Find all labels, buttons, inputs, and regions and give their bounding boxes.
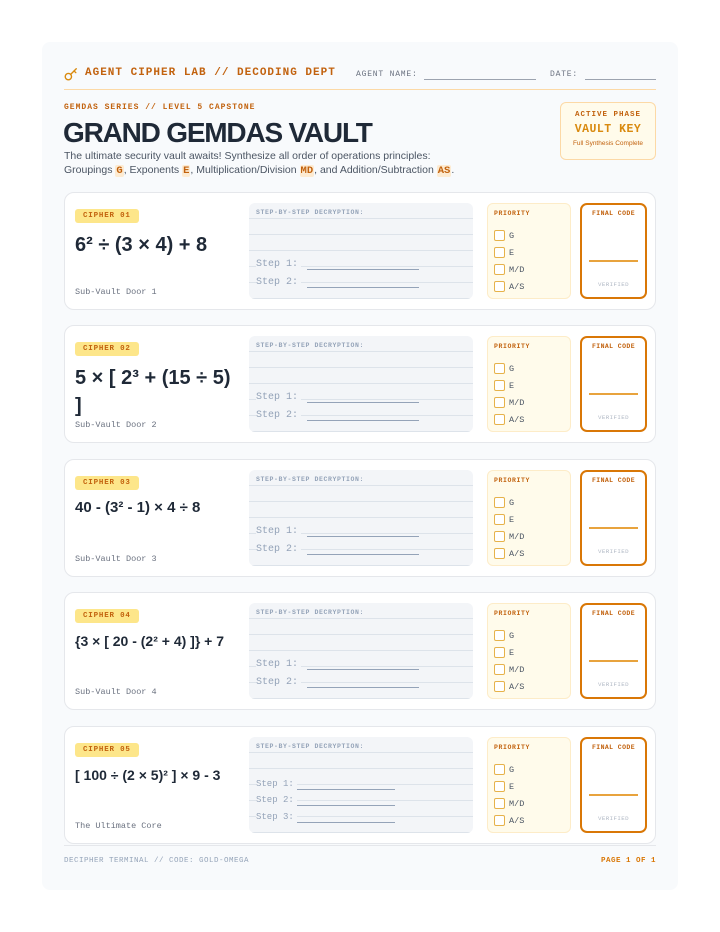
cipher-card — [64, 192, 656, 310]
priority-checkbox[interactable] — [494, 647, 505, 658]
cipher-expression: 6² ÷ (3 × 4) + 8 — [75, 234, 208, 256]
intro-groupings: Groupings — [64, 164, 113, 176]
priority-option[interactable] — [494, 664, 524, 675]
worksheet-page — [42, 42, 678, 890]
footer-code: DECIPHER TERMINAL // CODE: GOLD-OMEGA — [64, 857, 250, 865]
priority-option[interactable] — [494, 764, 514, 775]
lab-title: AGENT CIPHER LAB // DECODING DEPT — [85, 67, 336, 79]
final-code-box[interactable] — [580, 203, 647, 299]
cipher-card — [64, 325, 656, 443]
cipher-badge: CIPHER 01 — [75, 209, 139, 223]
priority-label: M/D — [509, 798, 525, 809]
highlight-md: MD — [300, 165, 314, 177]
intro-line1: The ultimate security vault awaits! Synthesize all order of operations principles: — [64, 150, 431, 162]
priority-option[interactable] — [494, 414, 524, 425]
priority-box — [487, 336, 571, 432]
priority-option[interactable] — [494, 380, 514, 391]
step-answer-line[interactable] — [297, 789, 395, 790]
priority-label: E — [509, 781, 515, 792]
priority-box — [487, 470, 571, 566]
step-label: Step 2: — [256, 677, 301, 688]
cipher-card — [64, 592, 656, 710]
priority-label: A/S — [509, 815, 525, 826]
verified-label: VERIFIED — [597, 414, 630, 421]
priority-option[interactable] — [494, 247, 514, 258]
priority-option[interactable] — [494, 781, 514, 792]
decryption-workspace[interactable] — [249, 737, 473, 833]
final-code-title: FINAL CODE — [591, 610, 635, 617]
step-answer-line[interactable] — [307, 269, 419, 270]
final-code-line[interactable] — [589, 393, 638, 395]
phase-sub: Full Synthesis Complete — [572, 140, 644, 147]
highlight-as: AS — [437, 165, 451, 177]
priority-option[interactable] — [494, 798, 524, 809]
door-label: Sub-Vault Door 4 — [75, 687, 157, 697]
intro-end: . — [451, 164, 455, 176]
step-answer-line[interactable] — [307, 287, 419, 288]
page-number: PAGE 1 OF 1 — [600, 857, 656, 865]
cipher-badge: CIPHER 05 — [75, 743, 139, 757]
step-answer-line[interactable] — [307, 687, 419, 688]
priority-checkbox[interactable] — [494, 363, 505, 374]
step-label: Step 1: — [256, 779, 297, 789]
priority-label: M/D — [509, 264, 525, 275]
priority-label: M/D — [509, 397, 525, 408]
date-field[interactable] — [585, 79, 656, 80]
priority-checkbox[interactable] — [494, 681, 505, 692]
step-answer-line[interactable] — [307, 669, 419, 670]
priority-option[interactable] — [494, 531, 524, 542]
step-label: Step 1: — [256, 526, 301, 537]
highlight-g: G — [116, 165, 123, 177]
priority-option[interactable] — [494, 514, 514, 525]
step-label: Step 3: — [256, 812, 297, 822]
decryption-workspace[interactable] — [249, 470, 473, 566]
priority-checkbox[interactable] — [494, 764, 505, 775]
final-code-box[interactable] — [580, 603, 647, 699]
verified-label: VERIFIED — [597, 548, 630, 555]
active-phase-box — [560, 102, 656, 160]
intro-text — [64, 149, 504, 178]
final-code-line[interactable] — [589, 660, 638, 662]
priority-checkbox[interactable] — [494, 281, 505, 292]
page-title: GRAND GEMDAS VAULT — [63, 117, 372, 148]
door-label: Sub-Vault Door 1 — [75, 287, 157, 297]
final-code-box[interactable] — [580, 737, 647, 833]
priority-label: G — [509, 230, 515, 241]
final-code-title: FINAL CODE — [591, 343, 635, 350]
priority-label: M/D — [509, 531, 525, 542]
priority-checkbox[interactable] — [494, 414, 505, 425]
workspace-title: STEP-BY-STEP DECRYPTION: — [256, 342, 365, 349]
priority-option[interactable] — [494, 630, 514, 641]
workspace-title: STEP-BY-STEP DECRYPTION: — [256, 609, 365, 616]
verified-label: VERIFIED — [597, 281, 630, 288]
step-answer-line[interactable] — [297, 805, 395, 806]
cipher-badge: CIPHER 04 — [75, 609, 139, 623]
agent-name-field[interactable] — [424, 79, 536, 80]
priority-checkbox[interactable] — [494, 531, 505, 542]
priority-label: A/S — [509, 681, 525, 692]
door-label: Sub-Vault Door 2 — [75, 420, 157, 430]
cipher-badge: CIPHER 02 — [75, 342, 139, 356]
workspace-title: STEP-BY-STEP DECRYPTION: — [256, 476, 365, 483]
step-answer-line[interactable] — [307, 554, 419, 555]
step-label: Step 2: — [256, 544, 301, 555]
workspace-title: STEP-BY-STEP DECRYPTION: — [256, 743, 365, 750]
priority-checkbox[interactable] — [494, 781, 505, 792]
decryption-workspace[interactable] — [249, 336, 473, 432]
final-code-line[interactable] — [589, 794, 638, 796]
workspace-title: STEP-BY-STEP DECRYPTION: — [256, 209, 365, 216]
priority-option[interactable] — [494, 815, 524, 826]
priority-checkbox[interactable] — [494, 497, 505, 508]
phase-value: VAULT KEY — [574, 123, 642, 136]
priority-box — [487, 737, 571, 833]
priority-label: G — [509, 497, 515, 508]
priority-label: E — [509, 380, 515, 391]
priority-checkbox[interactable] — [494, 798, 505, 809]
verified-label: VERIFIED — [597, 815, 630, 822]
cipher-card — [64, 726, 656, 844]
priority-label: A/S — [509, 281, 525, 292]
intro-muldiv: , Multiplication/Division — [190, 164, 297, 176]
priority-title: PRIORITY — [494, 477, 531, 484]
priority-label: E — [509, 514, 515, 525]
priority-checkbox[interactable] — [494, 815, 505, 826]
priority-title: PRIORITY — [494, 210, 531, 217]
step-answer-line[interactable] — [297, 822, 395, 823]
priority-title: PRIORITY — [494, 610, 531, 617]
final-code-title: FINAL CODE — [591, 744, 635, 751]
priority-option[interactable] — [494, 363, 514, 374]
priority-title: PRIORITY — [494, 744, 531, 751]
priority-label: E — [509, 647, 515, 658]
priority-checkbox[interactable] — [494, 630, 505, 641]
step-label: Step 2: — [256, 795, 297, 805]
intro-addsub: , and Addition/Subtraction — [314, 164, 434, 176]
door-label: Sub-Vault Door 3 — [75, 554, 157, 564]
priority-label: G — [509, 363, 515, 374]
step-label: Step 1: — [256, 659, 301, 670]
cipher-badge: CIPHER 03 — [75, 476, 139, 490]
decryption-workspace[interactable] — [249, 203, 473, 299]
cipher-card — [64, 459, 656, 577]
priority-label: G — [509, 764, 515, 775]
priority-option[interactable] — [494, 681, 524, 692]
final-code-box[interactable] — [580, 470, 647, 566]
priority-box — [487, 603, 571, 699]
step-label: Step 1: — [256, 392, 301, 403]
cipher-expression: 5 × [ 2³ + (15 ÷ 5) ] — [75, 367, 231, 417]
final-code-line[interactable] — [589, 527, 638, 529]
header-bar — [64, 66, 656, 90]
priority-label: M/D — [509, 664, 525, 675]
priority-checkbox[interactable] — [494, 664, 505, 675]
final-code-box[interactable] — [580, 336, 647, 432]
cipher-expression: {3 × [ 20 - (2² + 4) ]} + 7 — [75, 633, 225, 649]
footer — [64, 845, 656, 865]
phase-label: ACTIVE PHASE — [574, 111, 641, 119]
priority-checkbox[interactable] — [494, 397, 505, 408]
step-label: Step 2: — [256, 277, 301, 288]
priority-label: E — [509, 247, 515, 258]
priority-checkbox[interactable] — [494, 247, 505, 258]
step-label: Step 2: — [256, 410, 301, 421]
priority-label: A/S — [509, 414, 525, 425]
priority-option[interactable] — [494, 647, 514, 658]
priority-title: PRIORITY — [494, 343, 531, 350]
priority-checkbox[interactable] — [494, 514, 505, 525]
final-code-title: FINAL CODE — [591, 477, 635, 484]
step-answer-line[interactable] — [307, 402, 419, 403]
priority-option[interactable] — [494, 230, 514, 241]
final-code-title: FINAL CODE — [591, 210, 635, 217]
priority-label: A/S — [509, 548, 525, 559]
verified-label: VERIFIED — [597, 681, 630, 688]
decryption-workspace[interactable] — [249, 603, 473, 699]
date-label: DATE: — [550, 70, 579, 79]
priority-option[interactable] — [494, 397, 524, 408]
priority-option[interactable] — [494, 548, 524, 559]
priority-box — [487, 203, 571, 299]
series-label: GEMDAS SERIES // LEVEL 5 CAPSTONE — [64, 103, 256, 112]
cipher-expression: [ 100 ÷ (2 × 5)² ] × 9 - 3 — [75, 767, 221, 783]
final-code-line[interactable] — [589, 260, 638, 262]
cipher-expression: 40 - (3² - 1) × 4 ÷ 8 — [75, 499, 201, 516]
priority-option[interactable] — [494, 497, 514, 508]
priority-option[interactable] — [494, 264, 524, 275]
step-answer-line[interactable] — [307, 420, 419, 421]
door-label: The Ultimate Core — [75, 821, 162, 831]
key-icon — [64, 67, 78, 81]
priority-label: G — [509, 630, 515, 641]
priority-checkbox[interactable] — [494, 548, 505, 559]
priority-checkbox[interactable] — [494, 380, 505, 391]
intro-exponents: , Exponents — [123, 164, 180, 176]
step-answer-line[interactable] — [307, 536, 419, 537]
priority-checkbox[interactable] — [494, 230, 505, 241]
highlight-e: E — [183, 165, 190, 177]
agent-name-label: AGENT NAME: — [356, 70, 418, 79]
priority-checkbox[interactable] — [494, 264, 505, 275]
step-label: Step 1: — [256, 259, 301, 270]
priority-option[interactable] — [494, 281, 524, 292]
